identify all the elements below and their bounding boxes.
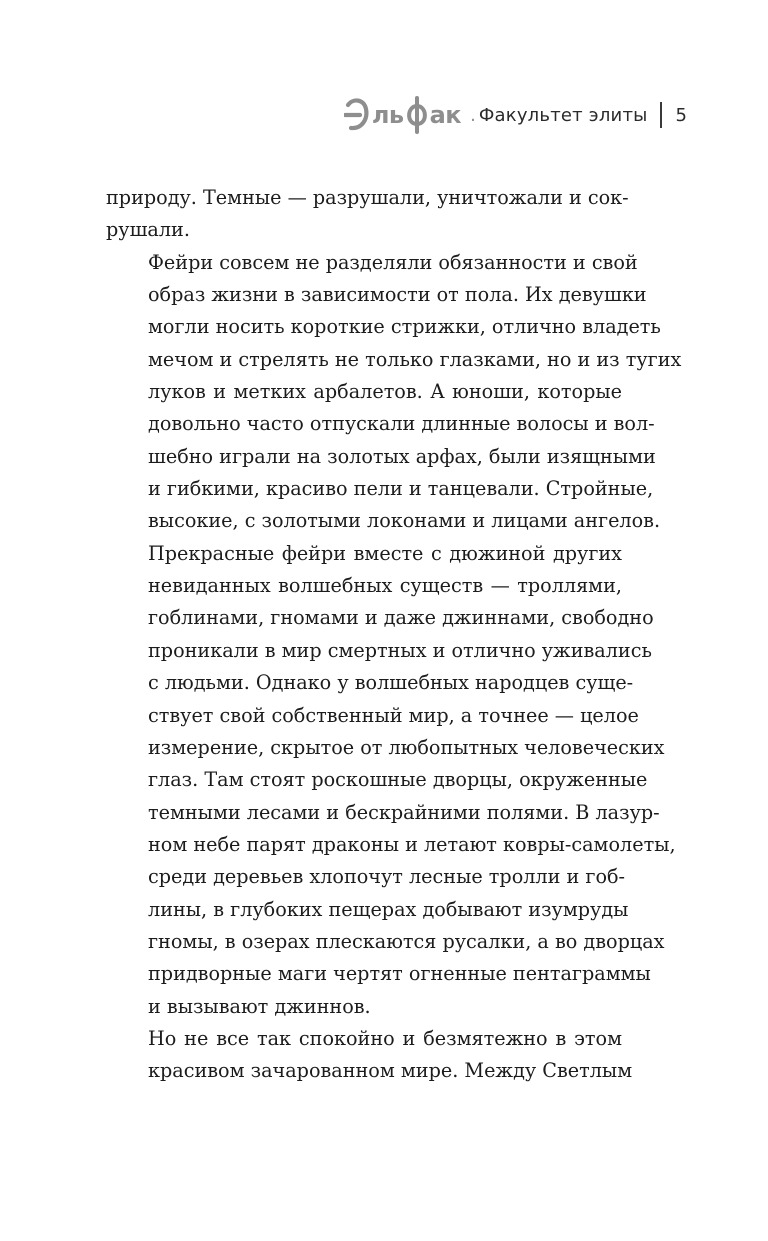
text-line: с людьми. Однако у волшебных народцев суще- <box>148 671 634 695</box>
text-line: глаз. Там стоят роскошные дворцы, окруженные <box>148 768 648 792</box>
logo-text-part2: ак <box>429 101 462 129</box>
text-line: гномы, в озерах плескаются русалки, а во дворцах <box>148 929 665 953</box>
text-line: и гибкими, красиво пели и танцевали. Стройные, <box>148 477 654 501</box>
body-text <box>106 182 682 1088</box>
text-line: Фейри совсем не разделяли обязанности и свой <box>148 250 638 274</box>
logo-dot: . <box>470 105 476 126</box>
text-line: могли носить короткие стрижки, отлично владеть <box>148 315 661 339</box>
text-line: Но не все так спокойно и безмятежно в этом <box>148 1026 622 1050</box>
running-header <box>344 92 687 138</box>
page-number: 5 <box>675 104 687 126</box>
logo-e-glyph-icon <box>344 95 370 135</box>
text-line: темными лесами и бескрайними полями. В лазур- <box>148 800 660 824</box>
publisher-logo <box>344 92 461 138</box>
text-line: гоблинами, гномами и даже джиннами, свободно <box>148 606 654 630</box>
text-line: лины, в глубоких пещерах добывают изумруды <box>148 897 629 921</box>
text-line: и вызывают джиннов. <box>148 994 371 1018</box>
text-line: шебно играли на золотых арфах, были изящными <box>148 444 656 468</box>
text-line: невиданных волшебных существ — троллями, <box>148 574 622 598</box>
header-separator <box>660 102 662 128</box>
paragraph-2 <box>106 247 682 1023</box>
logo-f-glyph-icon <box>404 94 430 136</box>
text-line: рушали. <box>106 218 190 242</box>
text-line: высокие, с золотыми локонами и лицами ангелов. <box>148 509 661 533</box>
text-line: образ жизни в зависимости от пола. Их девушки <box>148 283 647 307</box>
series-title: Факультет элиты <box>478 104 648 126</box>
text-line: довольно часто отпускали длинные волосы и вол- <box>148 412 655 436</box>
text-line: красивом зачарованном мире. Между Светлым <box>148 1059 633 1083</box>
paragraph-3 <box>106 1023 633 1088</box>
text-line: ном небе парят драконы и летают ковры-самолеты, <box>148 832 676 856</box>
text-line: ствует свой собственный мир, а точнее — целое <box>148 703 639 727</box>
text-line: мечом и стрелять не только глазками, но и из тугих <box>148 347 682 371</box>
paragraph-1 <box>106 182 629 247</box>
logo-text-part1: ль <box>371 101 404 129</box>
text-line: Прекрасные фейри вместе с дюжиной других <box>148 541 622 565</box>
text-line: природу. Темные — разрушали, уничтожали и сок- <box>106 186 629 209</box>
text-line: придворные маги чертят огненные пентаграммы <box>148 962 651 986</box>
text-line: луков и метких арбалетов. А юноши, которые <box>148 380 622 404</box>
text-line: проникали в мир смертных и отлично уживались <box>148 638 652 662</box>
text-line: среди деревьев хлопочут лесные тролли и гоб- <box>148 865 626 889</box>
text-line: измерение, скрытое от любопытных человеческих <box>148 735 665 759</box>
